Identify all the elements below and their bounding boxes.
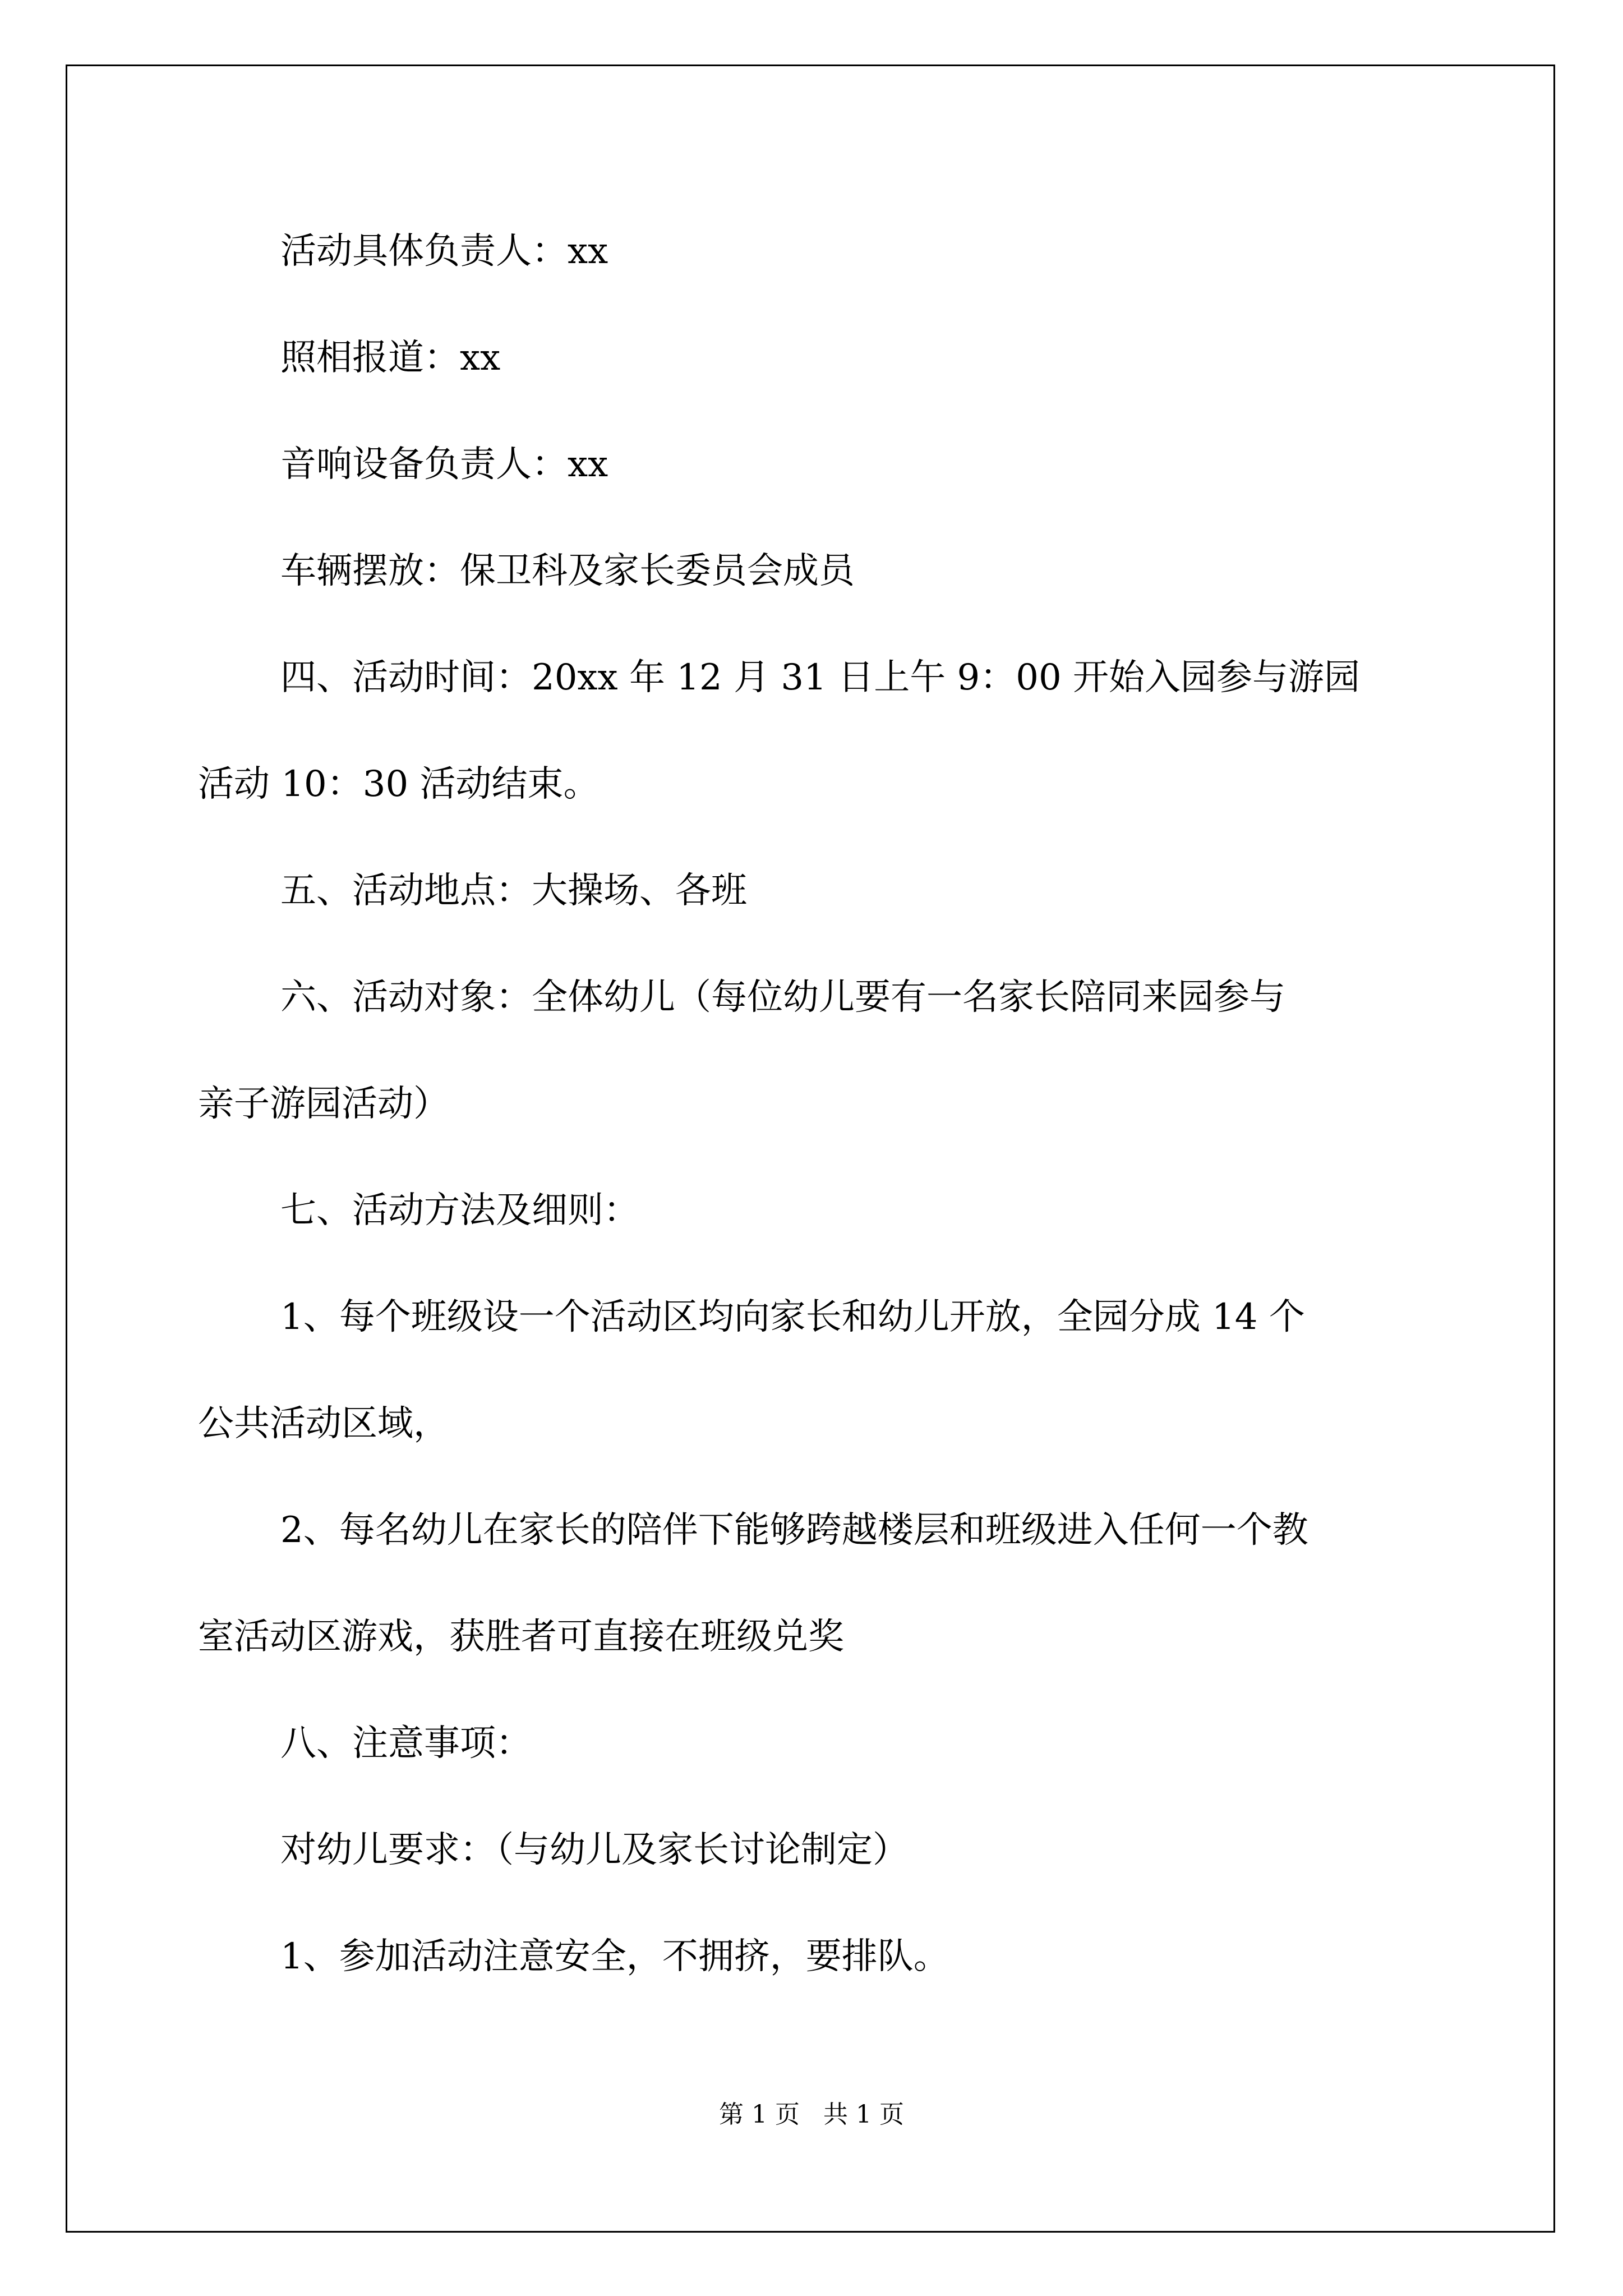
document-line: 对幼儿要求：（与幼儿及家长讨论制定） [280, 1829, 909, 1871]
document-line: 公共活动区域， [198, 1403, 449, 1444]
document-line: 2、每名幼儿在家长的陪伴下能够跨越楼层和班级进入任何一个教 [280, 1510, 1308, 1551]
document-line: 五、活动地点：大操场、各班 [280, 870, 747, 912]
document-line: 车辆摆放：保卫科及家长委员会成员 [280, 550, 855, 592]
document-line: 八、注意事项： [280, 1723, 532, 1764]
document-line: 七、活动方法及细则： [280, 1190, 639, 1231]
document-line: 亲子游园活动） [198, 1083, 449, 1125]
page-footer: 第 1 页 共 1 页 [719, 2100, 904, 2129]
document-line: 活动具体负责人：xx [280, 231, 608, 272]
document-line: 活动 10：30 活动结束。 [198, 763, 600, 805]
document-line: 照相报道：xx [280, 337, 501, 379]
document-line: 室活动区游戏，获胜者可直接在班级兑奖 [198, 1616, 844, 1658]
document-line: 1、每个班级设一个活动区均向家长和幼儿开放，全园分成 14 个 [280, 1296, 1305, 1338]
document-line: 四、活动时间：20xx 年 12 月 31 日上午 9：00 开始入园参与游园 [280, 657, 1361, 698]
document-line: 六、活动对象：全体幼儿（每位幼儿要有一名家长陪同来园参与 [280, 977, 1285, 1018]
page-border [66, 65, 1555, 2233]
document-line: 音响设备负责人：xx [280, 444, 608, 485]
document-line: 1、参加活动注意安全，不拥挤，要排队。 [280, 1936, 949, 1977]
